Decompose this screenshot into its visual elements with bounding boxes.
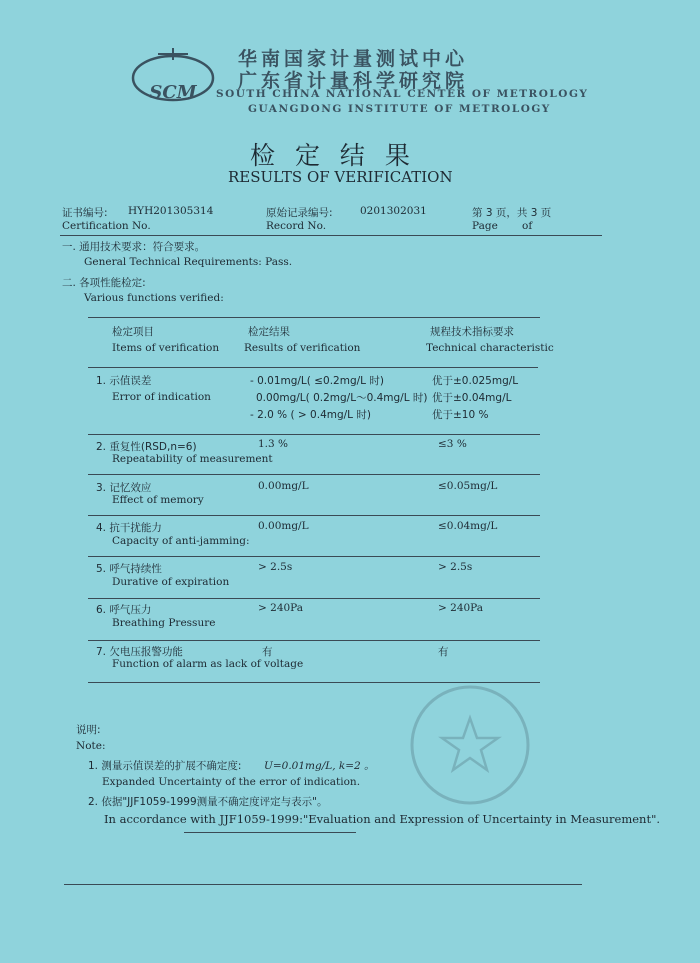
- row7-item-cn: 7. 欠电压报警功能: [96, 646, 183, 658]
- section1-title-en: General Technical Requirements: Pass.: [84, 256, 293, 268]
- header-spec-cn: 规程技术指标要求: [430, 326, 514, 338]
- cert-label-cn: 证书编号:: [62, 207, 108, 219]
- row1-item-en: Error of indication: [112, 391, 211, 403]
- meta-divider: [60, 235, 602, 236]
- row4-result: 0.00mg/L: [258, 520, 309, 532]
- header-result-cn: 检定结果: [248, 326, 290, 338]
- header-result-en: Results of verification: [244, 342, 361, 354]
- org-name-en-2: GUANGDONG INSTITUTE OF METROLOGY: [248, 103, 551, 115]
- row7-spec: 有: [438, 646, 449, 658]
- page-bottom-rule: [64, 884, 582, 885]
- page-title-en: RESULTS OF VERIFICATION: [228, 168, 453, 186]
- row1-result-2: 0.00mg/L( 0.2mg/L～0.4mg/L 时): [256, 392, 428, 404]
- row6-item-en: Breathing Pressure: [112, 617, 216, 629]
- row1-item-cn: 1. 示值误差: [96, 375, 152, 387]
- scm-logo-icon: [128, 46, 218, 108]
- record-label-en: Record No.: [266, 220, 327, 232]
- row3-rule: [88, 515, 540, 516]
- page-of-label-en: of: [522, 220, 533, 232]
- row2-item-cn: 2. 重复性(RSD,n=6): [96, 441, 197, 453]
- page-title-cn: 检 定 结 果: [250, 141, 416, 170]
- table-top-rule: [88, 317, 540, 318]
- row1-spec-3: 优于±10 %: [432, 409, 489, 421]
- cert-label-en: Certification No.: [62, 220, 151, 232]
- notes-underline: [184, 832, 356, 833]
- org-name-cn-2: 广东省计量科学研究院: [238, 70, 469, 92]
- row2-spec: ≤3 %: [438, 438, 467, 450]
- row1-result-3: - 2.0 % ( > 0.4mg/L 时): [250, 409, 371, 421]
- header-item-en: Items of verification: [112, 342, 220, 354]
- row1-result-1: - 0.01mg/L( ≤0.2mg/L 时): [250, 375, 384, 387]
- row6-item-cn: 6. 呼气压力: [96, 604, 152, 616]
- row7-item-en: Function of alarm as lack of voltage: [112, 658, 304, 670]
- section2-title-cn: 二. 各项性能检定:: [62, 277, 146, 289]
- row6-result: > 240Pa: [258, 602, 304, 614]
- header-item-cn: 检定项目: [112, 326, 154, 338]
- logo-text: SCM: [149, 82, 197, 103]
- row7-result: 有: [262, 646, 273, 658]
- note2-cn: 2. 依据"JJF1059-1999测量不确定度评定与表示"。: [88, 796, 328, 808]
- section2-title-en: Various functions verified:: [84, 292, 224, 304]
- row3-item-cn: 3. 记忆效应: [96, 482, 152, 494]
- note1-en: Expanded Uncertainty of the error of indication.: [102, 776, 361, 788]
- record-no: 0201302031: [360, 205, 427, 217]
- row4-spec: ≤0.04mg/L: [438, 520, 498, 532]
- row2-item-en: Repeatability of measurement: [112, 453, 273, 465]
- header-spec-en: Technical characteristic: [426, 342, 554, 354]
- row6-spec: > 240Pa: [438, 602, 484, 614]
- notes-label-en: Note:: [76, 740, 106, 752]
- row4-rule: [88, 556, 540, 557]
- row6-rule: [88, 640, 540, 641]
- section1-title-cn: 一. 通用技术要求：符合要求。: [62, 241, 206, 253]
- org-name-en-1: SOUTH CHINA NATIONAL CENTER OF METROLOGY: [216, 88, 589, 100]
- row5-spec: > 2.5s: [438, 561, 473, 573]
- row3-item-en: Effect of memory: [112, 494, 204, 506]
- record-label-cn: 原始记录编号:: [266, 207, 333, 219]
- row2-result: 1.3 %: [258, 438, 289, 450]
- official-seal-icon: [395, 680, 545, 810]
- org-name-cn-1: 华南国家计量测试中心: [238, 48, 469, 70]
- row1-spec-1: 优于±0.025mg/L: [432, 375, 519, 387]
- row4-item-cn: 4. 抗干扰能力: [96, 522, 162, 534]
- table-header-rule: [88, 367, 538, 368]
- row5-item-en: Durative of expiration: [112, 576, 230, 588]
- note1-cn: 1. 测量示值误差的扩展不确定度:: [88, 760, 242, 772]
- page-label-en: Page: [472, 220, 498, 232]
- row3-result: 0.00mg/L: [258, 480, 309, 492]
- row5-item-cn: 5. 呼气持续性: [96, 563, 162, 575]
- page-number-cn: 第 3 页，共 3 页: [472, 207, 552, 219]
- row5-result: > 2.5s: [258, 561, 293, 573]
- notes-label-cn: 说明:: [76, 724, 101, 736]
- cert-no: HYH201305314: [128, 205, 214, 217]
- note1-formula: U=0.01mg/L, k=2 。: [264, 760, 375, 772]
- row2-rule: [88, 474, 540, 475]
- row5-rule: [88, 598, 540, 599]
- row4-item-en: Capacity of anti-jamming:: [112, 535, 250, 547]
- note2-en: In accordance with JJF1059-1999:"Evaluation and Expression of Uncertainty in Measurement".: [104, 812, 661, 826]
- row1-rule: [88, 434, 540, 435]
- row1-spec-2: 优于±0.04mg/L: [432, 392, 512, 404]
- row3-spec: ≤0.05mg/L: [438, 480, 498, 492]
